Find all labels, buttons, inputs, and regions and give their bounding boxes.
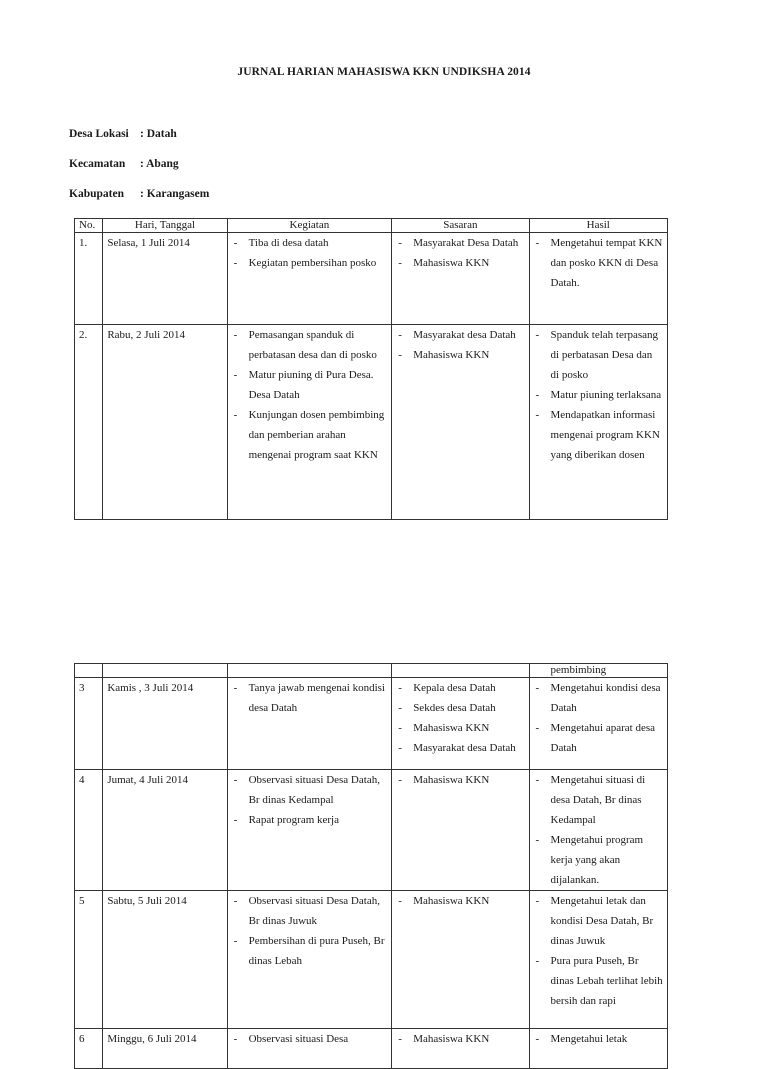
cell-sasaran [392,1029,529,1069]
cell-sasaran [392,325,529,520]
bullet-list [534,233,663,293]
journal-table-page-1 [74,218,668,520]
cell-kegiatan [227,1029,392,1069]
cell-kegiatan [227,233,392,325]
list-item: - Rapat program kerja [232,810,388,830]
info-value: : Datah [140,128,177,140]
list-item: - Tanya jawab mengenai kondisi desa Datah [232,678,388,718]
cell-date: Kamis , 3 Juli 2014 [103,678,227,770]
list-item: - Mengetahui situasi di desa Datah, Br dinas Kedampal [534,770,663,830]
list-item: - Mendapatkan informasi mengenai program KKN yang diberikan dosen [534,405,663,465]
list-item: - Mengetahui aparat desa Datah [534,718,663,758]
list-item: - Mahasiswa KKN [396,253,524,273]
list-item: - Mahasiswa KKN [396,345,524,365]
bullet-list [232,770,388,830]
bullet-list [396,770,524,790]
info-label: Desa Lokasi [69,128,129,140]
cell-date: Selasa, 1 Juli 2014 [103,233,227,325]
bullet-list [396,233,524,273]
cell-hasil [529,325,667,520]
list-item: - Sekdes desa Datah [396,698,524,718]
table-header-row [75,219,668,233]
list-item: - Matur piuning terlaksana [534,385,663,405]
table-row [75,770,668,891]
info-desa-lokasi [69,128,177,140]
bullet-list [396,678,524,758]
cell-no: 4 [75,770,103,891]
cell-kegiatan [227,664,392,678]
cell-no: 5 [75,891,103,1029]
list-item: - Mahasiswa KKN [396,718,524,738]
cell-hasil [529,770,667,891]
bullet-list [232,325,388,465]
cell-hasil [529,664,667,678]
info-kabupaten [69,188,209,200]
header-no: No. [75,219,103,233]
list-item: - Masyarakat desa Datah [396,738,524,758]
table-row [75,1029,668,1069]
bullet-list [534,1029,663,1049]
info-value: : Karangasem [140,188,210,200]
cell-sasaran [392,678,529,770]
cell-sasaran [392,891,529,1029]
list-item: - Masyarakat desa Datah [396,325,524,345]
cell-hasil [529,1029,667,1069]
list-item: - Mahasiswa KKN [396,770,524,790]
carry-text: pembimbing [550,664,607,676]
cell-sasaran [392,664,529,678]
list-item: - Mahasiswa KKN [396,891,524,911]
bullet-list [232,678,388,718]
info-label: Kabupaten [69,188,124,200]
cell-no: 3 [75,678,103,770]
header-hasil: Hasil [529,219,667,233]
bullet-list [534,770,663,890]
cell-kegiatan [227,891,392,1029]
list-item: - Mengetahui tempat KKN dan posko KKN di Desa Datah. [534,233,663,293]
info-kecamatan [69,158,179,170]
cell-no [75,664,103,678]
header-date: Hari, Tanggal [103,219,227,233]
list-item: - Pembersihan di pura Puseh, Br dinas Lebah [232,931,388,971]
bullet-list [396,325,524,365]
bullet-list [396,1029,524,1049]
bullet-list [534,678,663,758]
list-item: - Masyarakat Desa Datah [396,233,524,253]
list-item: - Pemasangan spanduk di perbatasan desa dan di posko [232,325,388,365]
bullet-list [232,1029,388,1049]
cell-date: Minggu, 6 Juli 2014 [103,1029,227,1069]
list-item: - Pura pura Puseh, Br dinas Lebah terlihat lebih bersih dan rapi [534,951,663,1011]
bullet-list [534,891,663,1011]
cell-no: 6 [75,1029,103,1069]
list-item: - Mengetahui letak [534,1029,663,1049]
cell-date [103,664,227,678]
cell-sasaran [392,233,529,325]
table-row-carry [75,664,668,678]
table-row [75,325,668,520]
bullet-list [232,233,388,273]
list-item: - Kepala desa Datah [396,678,524,698]
list-item: - Observasi situasi Desa [232,1029,388,1049]
cell-kegiatan [227,770,392,891]
info-label: Kecamatan [69,158,126,170]
cell-kegiatan [227,325,392,520]
cell-hasil [529,233,667,325]
header-kegiatan: Kegiatan [227,219,392,233]
list-item: - Mengetahui kondisi desa Datah [534,678,663,718]
page-title: JURNAL HARIAN MAHASISWA KKN UNDIKSHA 2014 [237,66,531,78]
table-row [75,233,668,325]
cell-hasil [529,678,667,770]
header-sasaran: Sasaran [392,219,529,233]
cell-hasil [529,891,667,1029]
cell-date: Jumat, 4 Juli 2014 [103,770,227,891]
bullet-list [232,891,388,971]
list-item: - Spanduk telah terpasang di perbatasan Desa dan di posko [534,325,663,385]
cell-sasaran [392,770,529,891]
list-item: - Mahasiswa KKN [396,1029,524,1049]
list-item: - Mengetahui program kerja yang akan dijalankan. [534,830,663,890]
cell-date: Sabtu, 5 Juli 2014 [103,891,227,1029]
list-item: - Kegiatan pembersihan posko [232,253,388,273]
cell-kegiatan [227,678,392,770]
table-row [75,678,668,770]
list-item: - Kunjungan dosen pembimbing dan pemberian arahan mengenai program saat KKN [232,405,388,465]
cell-date: Rabu, 2 Juli 2014 [103,325,227,520]
journal-table-page-2 [74,663,668,1069]
list-item: - Mengetahui letak dan kondisi Desa Datah, Br dinas Juwuk [534,891,663,951]
list-item: - Observasi situasi Desa Datah, Br dinas Kedampal [232,770,388,810]
list-item: - Observasi situasi Desa Datah, Br dinas Juwuk [232,891,388,931]
bullet-list [396,891,524,911]
cell-no: 1. [75,233,103,325]
list-item: - Tiba di desa datah [232,233,388,253]
bullet-list [534,325,663,465]
list-item: - Matur piuning di Pura Desa. Desa Datah [232,365,388,405]
cell-no: 2. [75,325,103,520]
info-value: : Abang [140,158,179,170]
table-row [75,891,668,1029]
